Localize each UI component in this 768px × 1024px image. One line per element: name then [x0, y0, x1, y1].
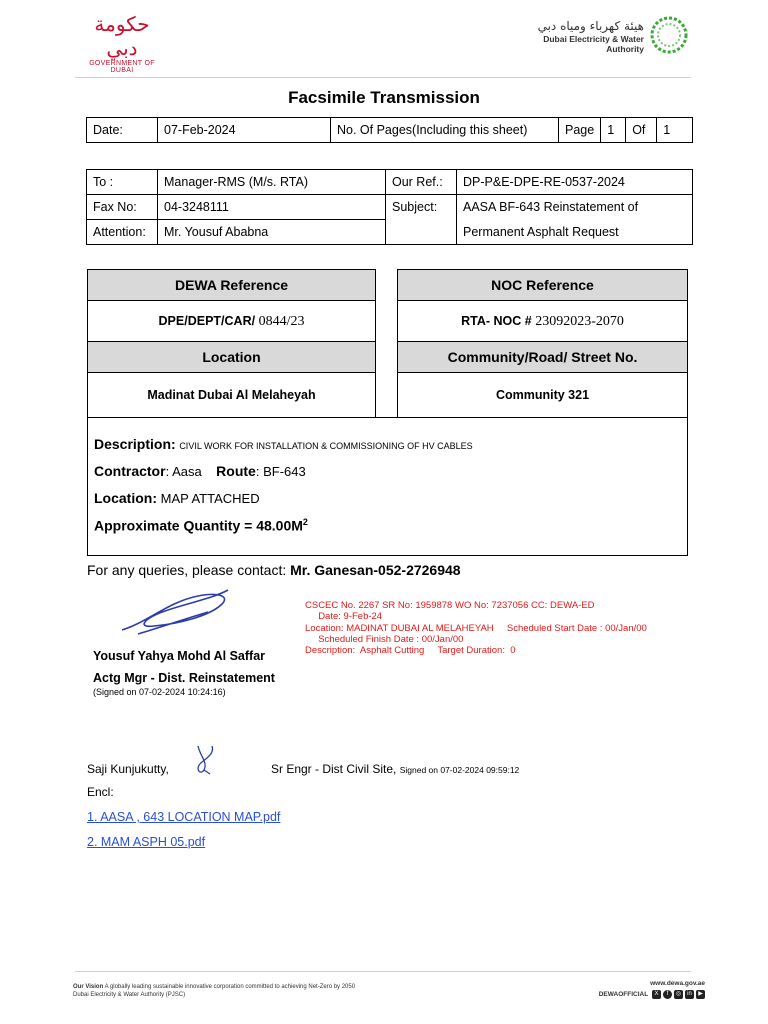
stamp-line-4: Scheduled Finish Date : 00/Jan/00	[305, 633, 464, 645]
footer-vision-label: Our Vision	[73, 984, 104, 990]
signatory-signed-date: (Signed on 07-02-2024 10:24:16)	[93, 687, 226, 697]
second-signature-image	[190, 742, 220, 776]
description-label: Description:	[94, 436, 176, 452]
ref-value: DP-P&E-DPE-RE-0537-2024	[457, 170, 693, 195]
x-social-icon[interactable]: X	[652, 990, 661, 999]
description-box: Description: CIVIL WORK FOR INSTALLATION & COMMISSIONING OF HV CABLES Contractor: Aasa Route: BF-643 Location: MAP ATTACHED Approximate Quantity = $48.00M^2$	[87, 417, 688, 556]
pages-label: No. Of Pages(Including this sheet)	[331, 118, 559, 143]
enclosure-link-location-map[interactable]: 1. AASA , 643 LOCATION MAP.pdf	[87, 810, 281, 824]
footer-handle: DEWAOFFICIAL	[598, 991, 649, 999]
contact-line	[87, 562, 461, 578]
route-value: BF-643	[263, 464, 306, 479]
enclosures-label: Encl:	[87, 785, 114, 799]
community-label: Community/Road/ Street No.	[447, 349, 638, 365]
gov-logo-arabic: حكومة دبي	[94, 12, 150, 60]
dewa-ring-icon	[648, 12, 690, 58]
dewa-logo	[512, 10, 692, 60]
dewa-reference-number: 0844/23	[258, 314, 305, 329]
work-order-stamp	[305, 600, 647, 656]
noc-reference-header	[397, 269, 688, 302]
contractor-value: Aasa	[172, 464, 202, 479]
attention-label: Attention:	[87, 220, 158, 245]
location-header	[87, 341, 376, 374]
of-value: 1	[657, 118, 693, 143]
stamp-line-1: CSCEC No. 2267 SR No: 1959878 WO No: 7237056 CC: DEWA-ED	[305, 600, 595, 611]
info-table	[86, 117, 693, 143]
header-divider	[75, 77, 691, 78]
page-value: 1	[601, 118, 626, 143]
route-label: Route	[216, 463, 256, 479]
dewa-reference-label: DEWA Reference	[174, 277, 289, 293]
subject-label: Subject:	[386, 195, 457, 245]
footer-contact	[599, 980, 705, 999]
noc-reference-value-box	[397, 300, 688, 343]
second-signatory-title: Sr Engr - Dist Civil Site,	[271, 762, 397, 776]
stamp-line-2: Date: 9-Feb-24	[305, 611, 383, 623]
community-value-box	[397, 372, 688, 419]
community-header	[397, 341, 688, 374]
noc-reference-number: 23092023-2070	[535, 314, 624, 329]
footer-website[interactable]: www.dewa.gov.ae	[650, 980, 705, 987]
date-label: Date:	[87, 118, 158, 143]
attention-value: Mr. Yousuf Ababna	[158, 220, 386, 245]
date-value: 07-Feb-2024	[158, 118, 331, 143]
stamp-line-5: Description: Asphalt Cutting Target Duration: 0	[305, 645, 516, 657]
document-title: Facsimile Transmission	[288, 88, 480, 107]
dewa-logo-arabic: هيئة كهرباء ومياه دبي	[537, 19, 644, 33]
footer-divider	[75, 971, 691, 972]
signatory-title: Actg Mgr - Dist. Reinstatement	[93, 671, 275, 685]
to-label: To :	[87, 170, 158, 195]
signatory-name: Yousuf Yahya Mohd Al Saffar	[93, 649, 266, 663]
second-signatory-line	[271, 762, 519, 776]
facebook-social-icon[interactable]: f	[663, 990, 672, 999]
footer-company: Dubai Electricity & Water Authority (PJSC)	[73, 992, 186, 998]
location-field-value: MAP ATTACHED	[160, 491, 260, 506]
location-label: Location	[202, 349, 261, 365]
location-field-label: Location:	[94, 490, 157, 506]
quantity-label: Approximate Quantity = 48.00M	[94, 517, 303, 534]
instagram-social-icon[interactable]: ◎	[675, 991, 682, 997]
fax-value: 04-3248111	[158, 195, 386, 220]
dewa-reference-value-box	[87, 300, 376, 343]
government-of-dubai-logo	[84, 12, 160, 74]
ref-label: Our Ref.:	[386, 170, 457, 195]
subject-line-2: Permanent Asphalt Request	[457, 220, 693, 245]
signatory-block	[93, 645, 275, 689]
linkedin-social-icon[interactable]: in	[685, 990, 694, 999]
fax-label: Fax No:	[87, 195, 158, 220]
noc-reference-label: NOC Reference	[491, 277, 594, 293]
address-table	[86, 169, 693, 245]
contact-name: Mr. Ganesan-052-2726948	[290, 562, 461, 578]
second-signatory-name: Saji Kunjukutty,	[87, 762, 169, 776]
contractor-label: Contractor	[94, 463, 166, 479]
community-value: Community 321	[495, 388, 590, 402]
dewa-reference-header	[87, 269, 376, 302]
description-value: CIVIL WORK FOR INSTALLATION & COMMISSIONING OF HV CABLES	[179, 441, 473, 451]
footer-vision-text: A globally leading sustainable innovative corporation committed to achieving Net-Zero by 2050	[104, 984, 356, 990]
quantity-superscript: 2	[302, 517, 308, 527]
dewa-reference-prefix: DPE/DEPT/CAR/	[158, 314, 256, 328]
stamp-line-3: Location: MADINAT DUBAI AL MELAHEYAH Scheduled Start Date : 00/Jan/00	[305, 622, 647, 634]
signature-image	[118, 582, 238, 640]
dewa-logo-latin: Dubai Electricity & Water Authority	[543, 34, 644, 54]
gov-logo-latin: GOVERNMENT OF DUBAI	[89, 60, 155, 74]
contact-prefix: For any queries, please contact:	[87, 562, 287, 578]
enclosure-link-mam-asph[interactable]: 2. MAM ASPH 05.pdf	[87, 835, 206, 849]
noc-reference-prefix: RTA- NOC #	[461, 314, 532, 328]
youtube-social-icon[interactable]: ▶	[696, 990, 705, 999]
page-label: Page	[559, 118, 601, 143]
subject-line-1: AASA BF-643 Reinstatement of	[457, 195, 693, 220]
of-label: Of	[626, 118, 657, 143]
location-value-box	[87, 372, 376, 419]
location-value: Madinat Dubai Al Melaheyah	[147, 388, 316, 402]
second-signatory-signed: Signed on 07-02-2024 09:59:12	[399, 765, 520, 775]
footer-vision	[73, 983, 355, 999]
to-value: Manager-RMS (M/s. RTA)	[158, 170, 386, 195]
